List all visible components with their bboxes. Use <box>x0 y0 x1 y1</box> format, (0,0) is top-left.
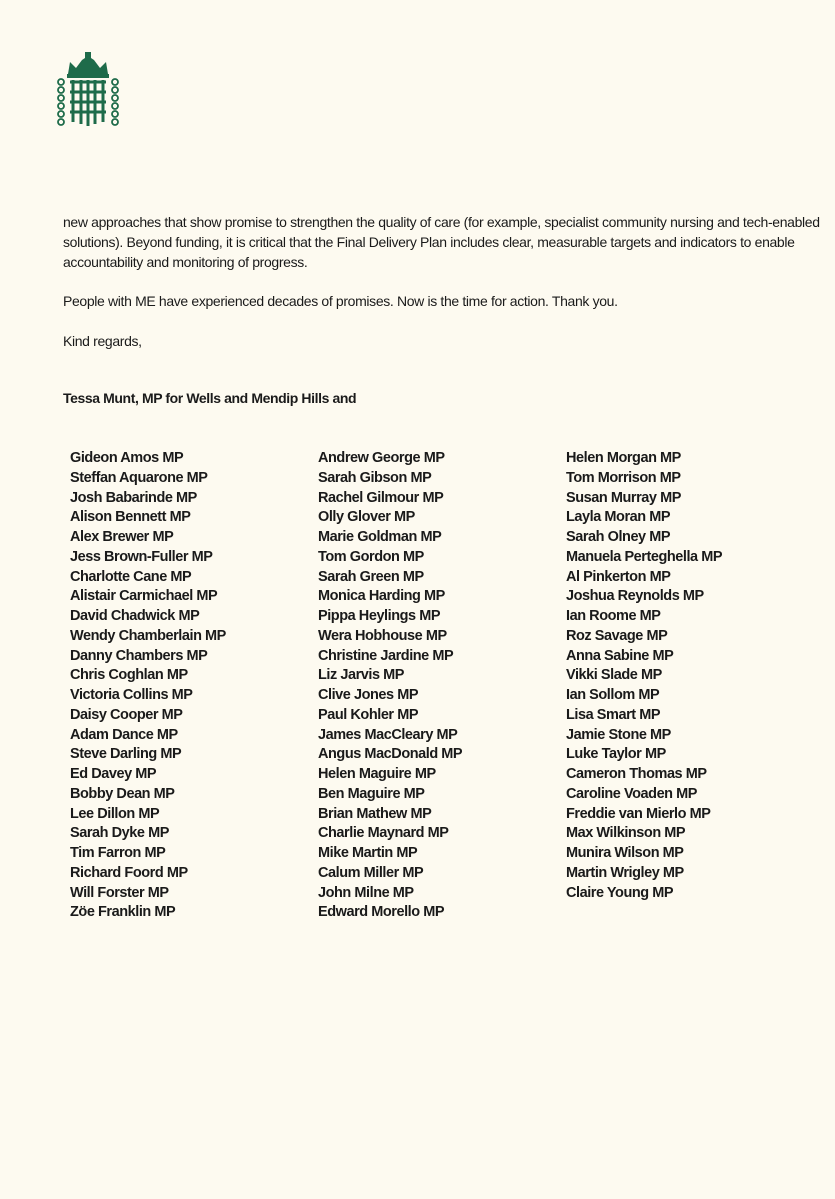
signatory-name: Edward Morello MP <box>318 904 445 921</box>
signatory-name: Brian Mathew MP <box>318 805 432 822</box>
signatory-name: Ben Maguire MP <box>318 785 425 802</box>
signatory-name: Bobby Dean MP <box>70 785 175 802</box>
signatory-name: Martin Wrigley MP <box>566 864 684 881</box>
signatory-name: Liz Jarvis MP <box>318 667 405 684</box>
signatory-name: Lee Dillon MP <box>70 805 160 822</box>
signatory-name: Monica Harding MP <box>318 588 445 605</box>
signatory-name: Angus MacDonald MP <box>318 746 463 763</box>
signatory-name: Vikki Slade MP <box>566 667 662 684</box>
signatory-name: Clive Jones MP <box>318 687 419 703</box>
signatory-name: Joshua Reynolds MP <box>566 588 704 605</box>
signatory-name: Sarah Gibson MP <box>318 469 432 486</box>
signatory-name: Luke Taylor MP <box>566 746 666 763</box>
signatory-name: Will Forster MP <box>70 884 169 901</box>
signatory-name: Christine Jardine MP <box>318 647 454 664</box>
signatory-name: Tom Gordon MP <box>318 548 424 565</box>
signatory-name: Cameron Thomas MP <box>566 766 707 782</box>
signatory-name: Daisy Cooper MP <box>70 706 183 723</box>
signatory-name: Tom Morrison MP <box>566 469 681 486</box>
signatory-name: David Chadwick MP <box>70 608 200 624</box>
signatory-name: Danny Chambers MP <box>70 647 208 664</box>
signatory-name: Susan Murray MP <box>566 489 681 506</box>
signatory-name: Wera Hobhouse MP <box>318 627 447 644</box>
closing-salutation: Kind regards, <box>63 333 142 349</box>
signatory-name: Mike Martin MP <box>318 845 418 861</box>
signatory-name: Steve Darling MP <box>70 746 182 763</box>
signatory-line: Tessa Munt, MP for Wells and Mendip Hills and <box>63 390 357 406</box>
signatory-name: Ed Davey MP <box>70 766 157 782</box>
signatories-column-2 <box>318 449 462 923</box>
signatory-name: Richard Foord MP <box>70 864 188 881</box>
signatory-name: Manuela Perteghella MP <box>566 548 723 565</box>
signatory-name: Charlie Maynard MP <box>318 825 449 842</box>
signatory-name: Helen Morgan MP <box>566 450 681 466</box>
signatory-name: Charlotte Cane MP <box>70 568 192 585</box>
signatory-name: Jess Brown-Fuller MP <box>70 548 213 565</box>
signatory-name: Jamie Stone MP <box>566 726 671 743</box>
signatory-name: Roz Savage MP <box>566 627 668 644</box>
signatory-name: Paul Kohler MP <box>318 706 419 723</box>
signatory-name: Andrew George MP <box>318 450 445 466</box>
body-paragraph: People with ME have experienced decades of promises. Now is the time for action. Thank you. <box>63 293 618 309</box>
signatory-name: Helen Maguire MP <box>318 766 436 782</box>
signatory-name: Claire Young MP <box>566 884 674 901</box>
signatory-name: Josh Babarinde MP <box>70 489 197 506</box>
signatories-column-3 <box>566 449 722 903</box>
signatory-name: Sarah Green MP <box>318 568 424 585</box>
signatory-name: Chris Coghlan MP <box>70 667 188 684</box>
signatory-name: Freddie van Mierlo MP <box>566 805 711 822</box>
signatory-name: Munira Wilson MP <box>566 845 684 861</box>
signatory-name: Max Wilkinson MP <box>566 825 686 842</box>
signatory-name: Sarah Dyke MP <box>70 825 169 842</box>
signatory-name: Layla Moran MP <box>566 509 671 526</box>
signatory-name: Anna Sabine MP <box>566 647 674 664</box>
signatory-name: Gideon Amos MP <box>70 450 184 466</box>
signatory-name: Pippa Heylings MP <box>318 608 441 624</box>
signatory-name: Victoria Collins MP <box>70 687 193 703</box>
signatory-name: James MacCleary MP <box>318 726 458 743</box>
signatory-name: Zöe Franklin MP <box>70 904 176 921</box>
signatory-name: Marie Goldman MP <box>318 529 442 545</box>
signatory-name: Sarah Olney MP <box>566 529 671 545</box>
signatory-name: Alex Brewer MP <box>70 529 174 545</box>
signatory-name: Alistair Carmichael MP <box>70 588 218 605</box>
signatory-name: Rachel Gilmour MP <box>318 489 444 506</box>
signatory-name: Tim Farron MP <box>70 845 166 861</box>
signatory-name: Wendy Chamberlain MP <box>70 627 226 644</box>
signatory-name: Adam Dance MP <box>70 726 178 743</box>
signatory-name: Steffan Aquarone MP <box>70 469 208 486</box>
signatory-name: John Milne MP <box>318 884 414 901</box>
signatory-name: Al Pinkerton MP <box>566 568 671 585</box>
signatory-name: Caroline Voaden MP <box>566 785 698 802</box>
signatories-column-1 <box>70 449 226 923</box>
signatory-name: Alison Bennett MP <box>70 509 191 526</box>
signatory-name: Calum Miller MP <box>318 864 424 881</box>
signatory-name: Ian Sollom MP <box>566 687 660 703</box>
portcullis-logo-icon <box>56 52 120 130</box>
body-paragraph: new approaches that show promise to strengthen the quality of care (for example, specialist community nursing and tech-enabled solutions). Beyond funding, it is critical that the Final Delivery Plan includes clear, measurable targets and indicators to enable accountability and monitoring of progress. <box>63 214 820 270</box>
signatory-name: Ian Roome MP <box>566 608 661 624</box>
signatory-name: Olly Glover MP <box>318 509 415 526</box>
signatory-name: Lisa Smart MP <box>566 706 661 723</box>
